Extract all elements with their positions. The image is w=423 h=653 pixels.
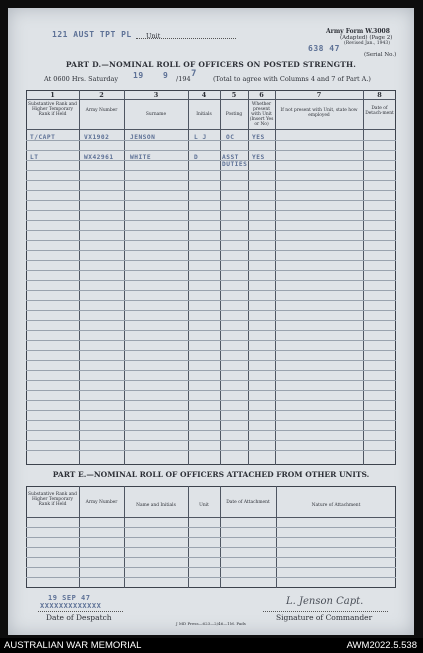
col-num-6: 6	[259, 91, 264, 99]
row1-initials: L J	[194, 134, 207, 141]
part-e-header-army-number: Army Number	[85, 500, 118, 505]
despatch-date-typed: 19 SEP 47	[48, 594, 91, 602]
row1-present: YES	[252, 134, 265, 141]
col-num-3: 3	[153, 91, 159, 99]
row2-army-number: WX42961	[84, 154, 114, 161]
unit-label: Unit	[146, 32, 161, 40]
caption-left: AUSTRALIAN WAR MEMORIAL	[4, 640, 142, 651]
row2-posting: ASST DUTIES	[222, 154, 248, 168]
part-d-title: PART D.—NOMINAL ROLL OF OFFICERS ON POSTED STRENGTH.	[65, 60, 357, 69]
part-e-header-date: Date of Attachment	[226, 500, 270, 505]
despatch-label: Date of Despatch	[46, 613, 112, 622]
col-num-5: 5	[231, 91, 237, 99]
form-code: Army Form W.3008	[326, 28, 390, 35]
date-year-prefix: /194	[176, 75, 191, 83]
caption-right: AWM2022.5.538	[346, 640, 417, 651]
serial-typed: 638 47	[308, 44, 340, 53]
despatch-underline	[38, 611, 123, 612]
signature-underline	[263, 611, 388, 612]
col-header-present: Whether present with Unit (Insert Yes or No)	[249, 102, 274, 127]
commander-signature: L. Jenson Capt.	[286, 596, 364, 607]
col-num-1: 1	[50, 91, 55, 99]
at-line-suffix: (Total to agree with Columns 4 and 7 of Part A.)	[213, 75, 371, 83]
row1-surname: JENSON	[130, 134, 156, 141]
part-d-table	[26, 90, 396, 465]
col-header-surname: Surname	[145, 112, 167, 117]
date-year-typed: 7	[191, 69, 197, 79]
signature-label: Signature of Commander	[276, 613, 373, 622]
col-header-employed: If not present with Unit, state how employed	[280, 108, 358, 118]
part-e-header-rank: Substantive Rank and Higher Temporary Rank if Held	[28, 492, 77, 507]
row2-present: YES	[252, 154, 265, 161]
form-adapted: (Adapted) (Page 2)	[340, 35, 393, 41]
row1-posting: OC	[226, 134, 235, 141]
row1-army-number: VX1902	[84, 134, 110, 141]
part-e-header-unit: Unit	[199, 503, 209, 508]
col-header-posting: Posting	[225, 112, 243, 117]
col-num-7: 7	[316, 91, 322, 99]
col-header-detached: Date of Detach-ment	[365, 106, 394, 116]
col-header-rank: Substantive Rank and Higher Temporary Rank if Held	[28, 102, 77, 117]
row1-rank: T/CAPT	[30, 134, 56, 141]
archive-caption-bar	[0, 638, 423, 653]
date-day: 19	[133, 71, 144, 80]
at-line-prefix: At 0600 Hrs. Saturday	[44, 75, 119, 83]
row2-surname: WHITE	[130, 154, 152, 161]
col-header-initials: Initials	[196, 112, 212, 117]
part-e-header-nature: Nature of Attachment	[311, 503, 361, 508]
printer-line: J MD Press—623—2/46—1M. Pads	[176, 621, 246, 626]
part-e-title: PART E.—NOMINAL ROLL OF OFFICERS ATTACHED FROM OTHER UNITS.	[52, 470, 370, 479]
col-num-4: 4	[201, 91, 207, 99]
row2-initials: D	[194, 154, 199, 161]
col-num-2: 2	[99, 91, 104, 99]
unit-typed: 121 AUST TPT PL	[52, 30, 132, 39]
row2-rank: LT	[30, 154, 39, 161]
col-header-army-number: Army Number	[85, 108, 118, 113]
col-num-8: 8	[377, 91, 382, 99]
despatch-struck: XXXXXXXXXXXXX	[40, 602, 102, 610]
date-month: 9	[163, 71, 169, 80]
form-sheet	[8, 8, 414, 635]
serial-label: (Serial No.)	[364, 52, 397, 58]
part-e-header-name: Name and Initials	[136, 503, 176, 508]
form-revised: (Revised Jan., 1943)	[344, 41, 390, 46]
